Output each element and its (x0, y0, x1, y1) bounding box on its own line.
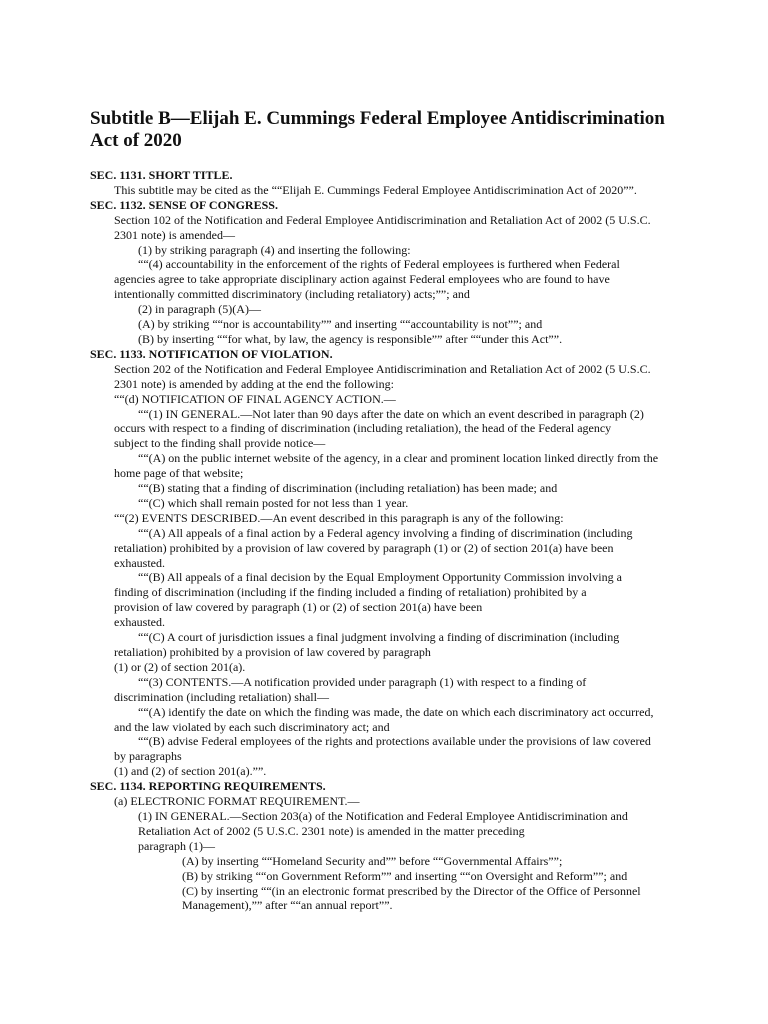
body-text-line: provision of law covered by paragraph (1) or (2) of section 201(a) have been (114, 600, 483, 615)
body-text-line: ““(2) EVENTS DESCRIBED.—An event described in this paragraph is any of the following: (114, 510, 564, 525)
body-text-line: ““(4) accountability in the enforcement of the rights of Federal employees is furthered when Federal (138, 257, 620, 272)
body-text-line: (2) in paragraph (5)(A)— (138, 302, 261, 317)
body-text-line: exhausted. (114, 615, 165, 630)
section-heading: SEC. 1132. SENSE OF CONGRESS. (90, 197, 278, 212)
body-text-line: 2301 note) is amended by adding at the end the following: (114, 376, 394, 391)
body-text-line: discrimination (including retaliation) shall— (114, 689, 329, 704)
document-page (90, 108, 680, 913)
body-text-line: ““(A) All appeals of a final action by a Federal agency involving a finding of discrimination (including (138, 525, 633, 540)
document-body (90, 168, 680, 913)
title-line-2: Act of 2020 (90, 130, 182, 151)
body-text-line: ““(A) identify the date on which the finding was made, the date on which each discriminatory act occurred, (138, 704, 654, 719)
body-text-line: ““(B) All appeals of a final decision by the Equal Employment Opportunity Commission involving a (138, 570, 622, 585)
body-text-line: ““(d) NOTIFICATION OF FINAL AGENCY ACTION.— (114, 391, 396, 406)
body-text-line: ““(1) IN GENERAL.—Not later than 90 days after the date on which an event described in paragraph (2) (138, 406, 644, 421)
body-text-line: ““(B) advise Federal employees of the rights and protections available under the provisions of law covered (138, 734, 651, 749)
body-text-line: This subtitle may be cited as the ““Elijah E. Cummings Federal Employee Antidiscrimination Act of 2020””. (114, 182, 637, 197)
body-text-line: ““(3) CONTENTS.—A notification provided under paragraph (1) with respect to a finding of (138, 674, 587, 689)
body-text-line: ““(C) A court of jurisdiction issues a final judgment involving a finding of discrimination (including (138, 630, 620, 645)
body-text-line: ““(A) on the public internet website of the agency, in a clear and prominent location linked directly from the (138, 451, 659, 466)
body-text-line: agencies agree to take appropriate disciplinary action against Federal employees who are found to have (114, 272, 610, 287)
body-text-line: home page of that website; (114, 466, 244, 481)
body-text-line: Section 102 of the Notification and Federal Employee Antidiscrimination and Retaliation Act of 2002 (5 U.S.C. (114, 212, 651, 227)
body-text-line: Section 202 of the Notification and Federal Employee Antidiscrimination and Retaliation Act of 2002 (5 U.S.C. (114, 361, 651, 376)
body-text-line: exhausted. (114, 555, 165, 570)
body-text-line: Retaliation Act of 2002 (5 U.S.C. 2301 note) is amended in the matter preceding (138, 823, 525, 838)
body-text-line: (B) by inserting ““for what, by law, the agency is responsible”” after ““under this Act””. (138, 331, 563, 346)
body-text-line: Management),”” after ““an annual report””. (182, 898, 393, 913)
body-text-line: occurs with respect to a finding of discrimination (including retaliation), the head of the Federal agency (114, 421, 612, 436)
body-text-line: ““(B) stating that a finding of discrimination (including retaliation) has been made; and (138, 481, 558, 496)
body-text-line: (A) by striking ““nor is accountability”” and inserting ““accountability is not””; and (138, 317, 543, 332)
body-text-line: 2301 note) is amended— (114, 227, 235, 242)
body-text-line: ““(C) which shall remain posted for not less than 1 year. (138, 495, 409, 510)
body-text-line: paragraph (1)— (138, 838, 215, 853)
body-text-line: (1) or (2) of section 201(a). (114, 659, 246, 674)
body-text-line: retaliation) prohibited by a provision of law covered by paragraph (1) or (2) of section 201(a) have been (114, 540, 614, 555)
body-text-line: (1) IN GENERAL.—Section 203(a) of the Notification and Federal Employee Antidiscrimination and (138, 808, 628, 823)
body-text-line: (a) ELECTRONIC FORMAT REQUIREMENT.— (114, 794, 360, 809)
section-heading: SEC. 1133. NOTIFICATION OF VIOLATION. (90, 346, 333, 361)
body-text-line: (A) by inserting ““Homeland Security and”” before ““Governmental Affairs””; (182, 853, 563, 868)
title-line-1: Subtitle B—Elijah E. Cummings Federal Employee Antidiscrimination (90, 108, 665, 129)
body-text-line: retaliation) prohibited by a provision of law covered by paragraph (114, 645, 431, 659)
section-heading: SEC. 1134. REPORTING REQUIREMENTS. (90, 779, 326, 794)
body-text-line: and the law violated by each such discriminatory act; and (114, 719, 390, 734)
body-text-line: (1) by striking paragraph (4) and inserting the following: (138, 242, 411, 257)
body-text-line: (C) by inserting ““(in an electronic format prescribed by the Director of the Office of Personnel (182, 883, 641, 898)
body-text-line: finding of discrimination (including if the finding included a finding of retaliation) prohibited by a (114, 585, 587, 600)
body-text-line: subject to the finding shall provide notice— (114, 436, 326, 451)
body-text-line: by paragraphs (114, 749, 182, 764)
document-title (90, 108, 680, 152)
body-text-line: intentionally committed discriminatory (including retaliatory) acts;””; and (114, 287, 470, 302)
section-heading: SEC. 1131. SHORT TITLE. (90, 168, 233, 182)
body-text-line: (B) by striking ““on Government Reform”” and inserting ““on Oversight and Reform””; and (182, 868, 628, 883)
body-text-line: (1) and (2) of section 201(a).””. (114, 764, 267, 779)
